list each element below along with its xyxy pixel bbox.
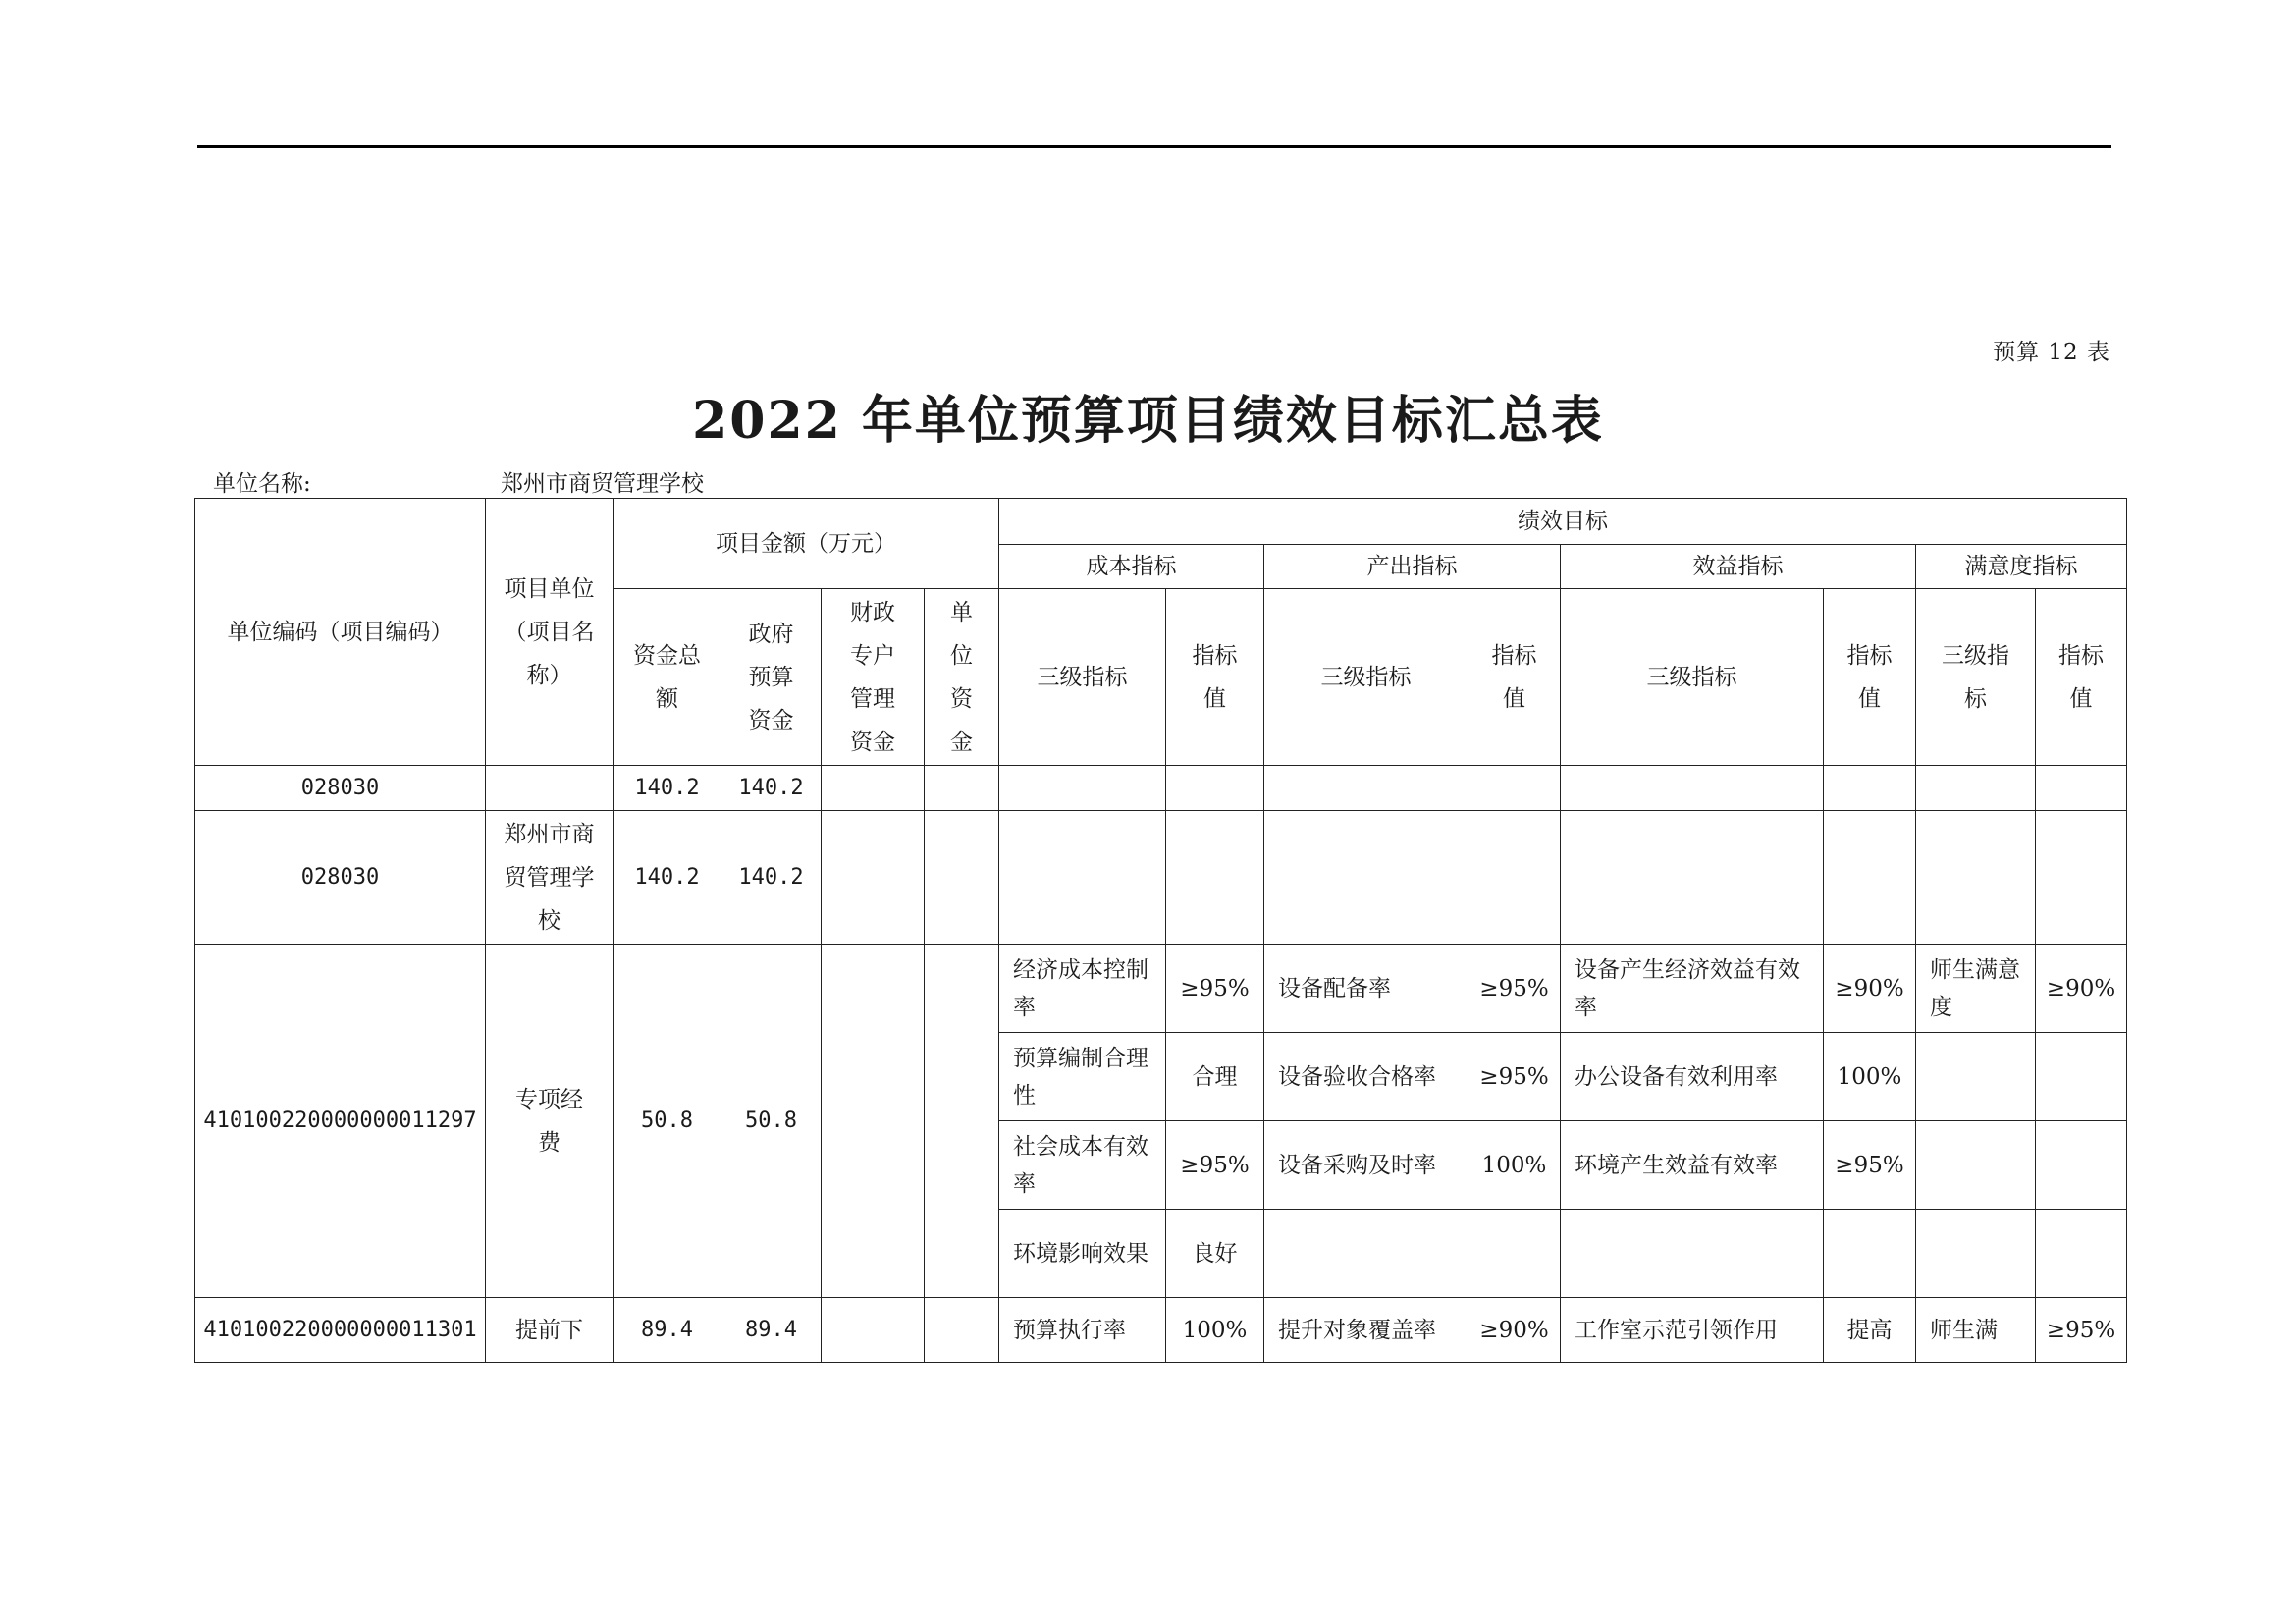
row-benefit-value <box>1824 766 1916 811</box>
row-satisfaction-value <box>2036 1210 2127 1298</box>
row-gov: 140.2 <box>721 766 822 811</box>
header-satisfaction-level3: 三级指标 <box>1916 589 2036 766</box>
header-performance-group: 绩效目标 <box>999 499 2127 545</box>
row-output <box>1264 766 1468 811</box>
row-output <box>1264 1210 1468 1298</box>
header-benefit-level3: 三级指标 <box>1561 589 1824 766</box>
row-satisfaction <box>1916 1033 2036 1121</box>
row-benefit-value: 提高 <box>1824 1298 1916 1363</box>
row-output-value <box>1468 811 1561 945</box>
row-output-value: ≥95% <box>1468 1033 1561 1121</box>
row-benefit-value <box>1824 1210 1916 1298</box>
row-project <box>486 766 614 811</box>
row-satisfaction <box>1916 811 2036 945</box>
row-benefit: 环境产生效益有效率 <box>1561 1121 1824 1210</box>
row-output: 设备配备率 <box>1264 945 1468 1033</box>
row-unit-funds <box>925 1298 999 1363</box>
header-cost-group: 成本指标 <box>999 545 1264 589</box>
form-number: 预算 12 表 <box>1993 340 2110 365</box>
row-total: 50.8 <box>614 945 721 1298</box>
unit-name-label: 单位名称: <box>213 471 311 497</box>
row-output-value <box>1468 766 1561 811</box>
row-cost-value: 100% <box>1166 1298 1264 1363</box>
row-code: 028030 <box>195 811 486 945</box>
row-project: 郑州市商贸管理学校 <box>486 811 614 945</box>
header-amount-group: 项目金额（万元） <box>614 499 999 589</box>
header-code: 单位编码（项目编码） <box>195 499 486 766</box>
row-output-value: ≥95% <box>1468 945 1561 1033</box>
header-output-group: 产出指标 <box>1264 545 1561 589</box>
header-benefit-value: 指标值 <box>1824 589 1916 766</box>
row-total: 140.2 <box>614 766 721 811</box>
row-cost-value <box>1166 811 1264 945</box>
row-satisfaction-value <box>2036 766 2127 811</box>
table-row <box>195 945 2127 1033</box>
header-satisfaction-group: 满意度指标 <box>1916 545 2127 589</box>
row-output: 设备采购及时率 <box>1264 1121 1468 1210</box>
header-cost-level3: 三级指标 <box>999 589 1166 766</box>
row-benefit-value <box>1824 811 1916 945</box>
row-satisfaction: 师生满意度 <box>1916 945 2036 1033</box>
row-cost-value: 良好 <box>1166 1210 1264 1298</box>
row-cost: 环境影响效果 <box>999 1210 1166 1298</box>
page-title: 2022 年单位预算项目绩效目标汇总表 <box>692 391 1604 451</box>
header-amount-total: 资金总额 <box>614 589 721 766</box>
row-code: 410100220000000011301 <box>195 1298 486 1363</box>
row-special <box>822 1298 925 1363</box>
header-amount-special: 财政专户管理资金 <box>822 589 925 766</box>
header-output-level3: 三级指标 <box>1264 589 1468 766</box>
row-benefit: 设备产生经济效益有效率 <box>1561 945 1824 1033</box>
header-benefit-group: 效益指标 <box>1561 545 1916 589</box>
table-row <box>195 811 2127 945</box>
row-cost <box>999 766 1166 811</box>
row-benefit-value: ≥95% <box>1824 1121 1916 1210</box>
row-gov: 50.8 <box>721 945 822 1298</box>
row-code: 028030 <box>195 766 486 811</box>
header-amount-gov: 政府预算资金 <box>721 589 822 766</box>
row-unit-funds <box>925 811 999 945</box>
row-unit-funds <box>925 945 999 1298</box>
row-benefit-value: 100% <box>1824 1033 1916 1121</box>
row-output-value <box>1468 1210 1561 1298</box>
row-satisfaction-value <box>2036 811 2127 945</box>
row-gov: 89.4 <box>721 1298 822 1363</box>
header-amount-unit: 单位资金 <box>925 589 999 766</box>
performance-table <box>194 498 2127 1363</box>
row-special <box>822 945 925 1298</box>
row-special <box>822 811 925 945</box>
row-output-value: ≥90% <box>1468 1298 1561 1363</box>
row-benefit <box>1561 811 1824 945</box>
row-benefit-value: ≥90% <box>1824 945 1916 1033</box>
row-total: 140.2 <box>614 811 721 945</box>
row-special <box>822 766 925 811</box>
row-cost: 经济成本控制率 <box>999 945 1166 1033</box>
row-project: 专项经费 <box>486 945 614 1298</box>
header-cost-value: 指标值 <box>1166 589 1264 766</box>
header-satisfaction-value: 指标值 <box>2036 589 2127 766</box>
row-satisfaction-value: ≥90% <box>2036 945 2127 1033</box>
row-cost: 预算编制合理性 <box>999 1033 1166 1121</box>
row-benefit: 工作室示范引领作用 <box>1561 1298 1824 1363</box>
row-output: 设备验收合格率 <box>1264 1033 1468 1121</box>
row-benefit <box>1561 1210 1824 1298</box>
row-output-value: 100% <box>1468 1121 1561 1210</box>
table-row <box>195 766 2127 811</box>
row-code: 410100220000000011297 <box>195 945 486 1298</box>
row-cost: 社会成本有效率 <box>999 1121 1166 1210</box>
row-output: 提升对象覆盖率 <box>1264 1298 1468 1363</box>
row-cost: 预算执行率 <box>999 1298 1166 1363</box>
row-satisfaction-value: ≥95% <box>2036 1298 2127 1363</box>
row-cost-value: 合理 <box>1166 1033 1264 1121</box>
row-cost <box>999 811 1166 945</box>
row-satisfaction <box>1916 1121 2036 1210</box>
row-total: 89.4 <box>614 1298 721 1363</box>
row-satisfaction <box>1916 766 2036 811</box>
row-unit-funds <box>925 766 999 811</box>
top-rule <box>197 145 2111 148</box>
row-satisfaction: 师生满 <box>1916 1298 2036 1363</box>
row-benefit: 办公设备有效利用率 <box>1561 1033 1824 1121</box>
row-cost-value: ≥95% <box>1166 1121 1264 1210</box>
row-cost-value: ≥95% <box>1166 945 1264 1033</box>
header-project: 项目单位（项目名称） <box>486 499 614 766</box>
row-project: 提前下 <box>486 1298 614 1363</box>
row-satisfaction-value <box>2036 1033 2127 1121</box>
row-gov: 140.2 <box>721 811 822 945</box>
row-benefit <box>1561 766 1824 811</box>
unit-name-value: 郑州市商贸管理学校 <box>501 471 704 497</box>
row-output <box>1264 811 1468 945</box>
table-row <box>195 1298 2127 1363</box>
row-satisfaction-value <box>2036 1121 2127 1210</box>
row-cost-value <box>1166 766 1264 811</box>
header-output-value: 指标值 <box>1468 589 1561 766</box>
header-row-1 <box>195 499 2127 545</box>
row-satisfaction <box>1916 1210 2036 1298</box>
